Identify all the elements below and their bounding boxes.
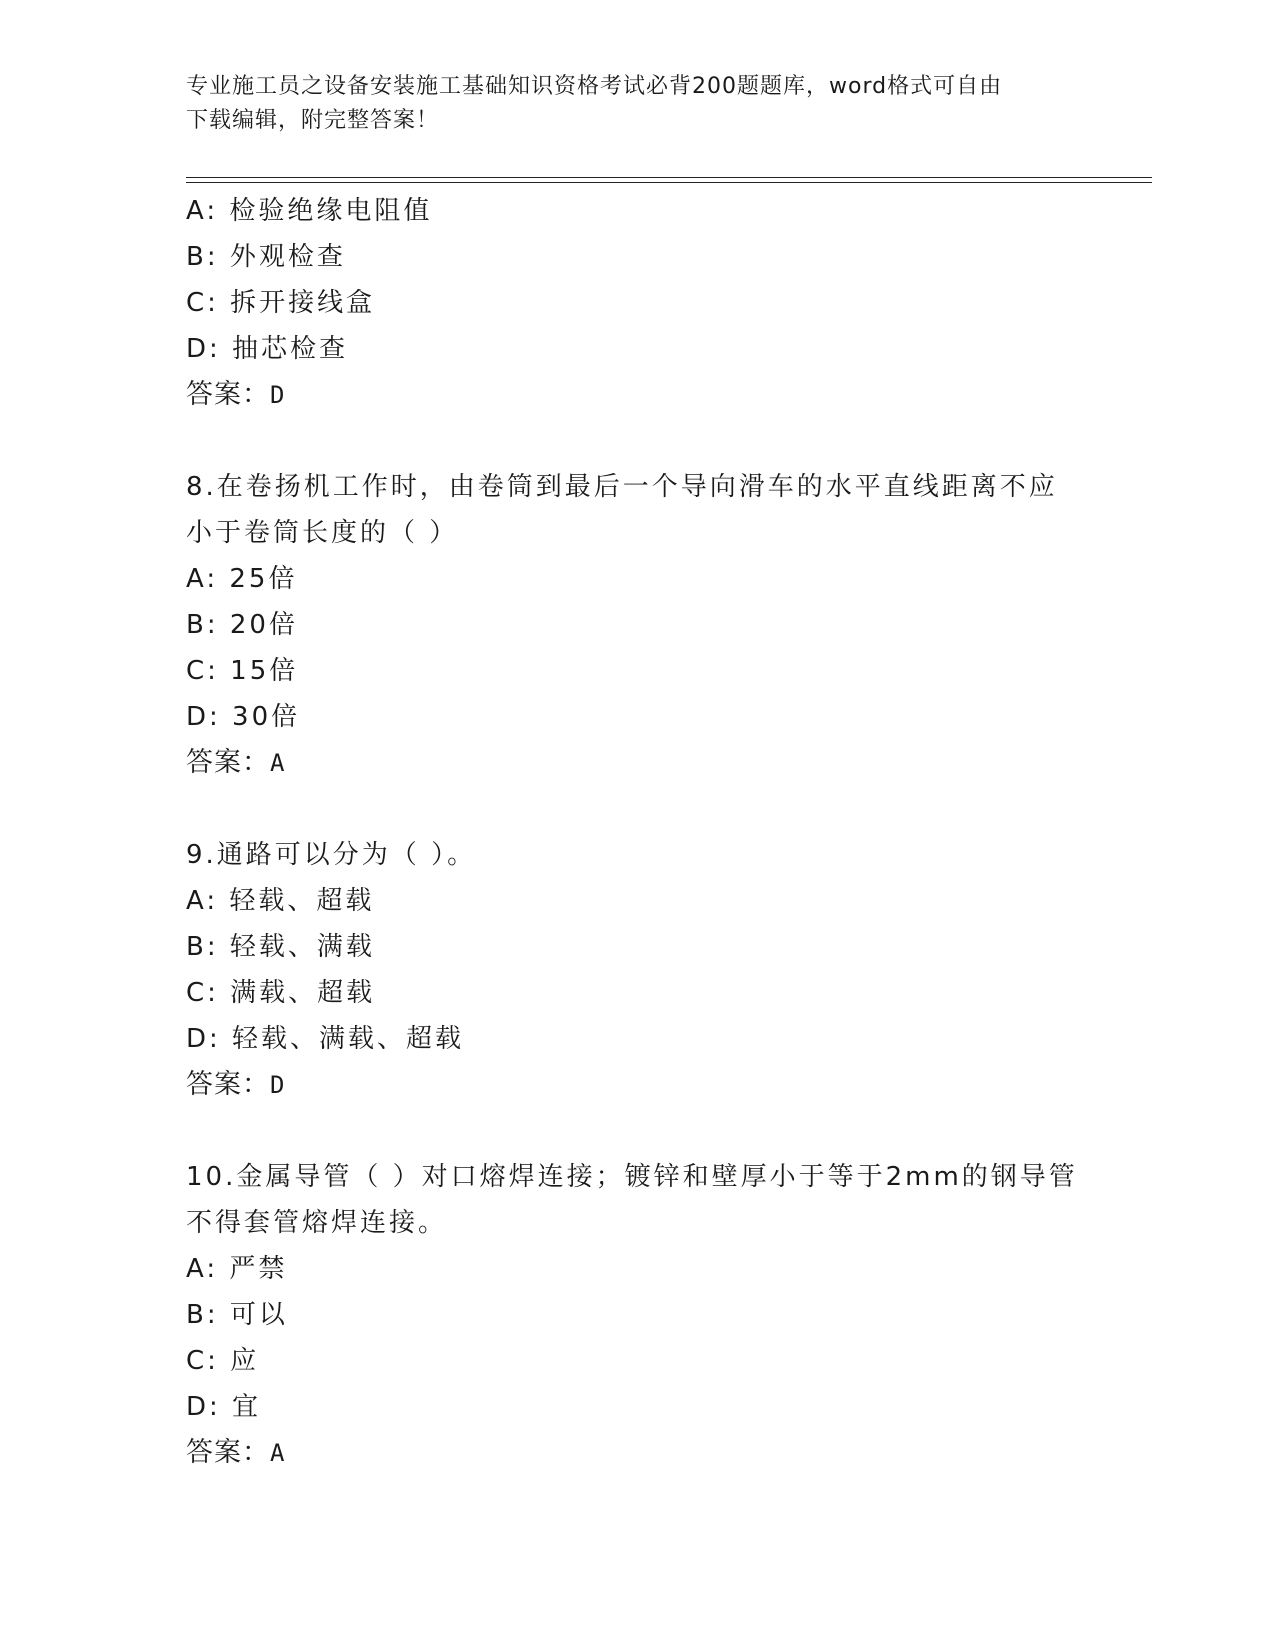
option-b: B: 外观检查 [186,242,346,272]
question-8 [186,464,1086,786]
option-a: A: 检验绝缘电阻值 [186,196,433,226]
question-stem-line-2: 不得套管熔焊连接。 [186,1208,448,1238]
option-d: D: 30倍 [186,702,301,732]
header-rule-bottom [186,182,1152,183]
option-a: A: 25倍 [186,564,298,594]
answer-label: 答案： [186,379,270,410]
answer [186,372,1086,418]
option-a: A: 严禁 [186,1254,288,1284]
question-stem-line-1: 8.在卷扬机工作时，由卷筒到最后一个导向滑车的水平直线距离不应 [186,472,1058,502]
option-d: D: 轻载、满载、超载 [186,1024,465,1054]
option-c: C: 15倍 [186,656,299,686]
answer-value: D [270,1071,286,1099]
answer-value: D [270,381,286,409]
question-9 [186,832,1086,1108]
question-stem-line-1: 10.金属导管（ ）对口熔焊连接；镀锌和壁厚小于等于2mm的钢导管 [186,1162,1078,1192]
spacer [186,786,1086,832]
question-stem-line-1: 9.通路可以分为（ ）。 [186,840,477,870]
question-7 [186,188,1086,418]
question-list [186,188,1086,1476]
header-rule-top [186,177,1152,178]
header-title-line-2: 下载编辑，附完整答案！ [186,108,440,133]
answer-value: A [270,749,286,777]
answer-label: 答案： [186,747,270,778]
answer [186,740,1086,786]
answer-label: 答案： [186,1437,270,1468]
option-d: D: 抽芯检查 [186,334,349,364]
option-c: C: 满载、超载 [186,978,376,1008]
answer [186,1062,1086,1108]
header-title-line-1: 专业施工员之设备安装施工基础知识资格考试必背200题题库，word格式可自由 [186,74,1003,99]
question-stem-line-2: 小于卷筒长度的（ ） [186,518,459,548]
page-header [186,70,1066,138]
spacer [186,1108,1086,1154]
option-b: B: 可以 [186,1300,288,1330]
answer-label: 答案： [186,1069,270,1100]
option-b: B: 20倍 [186,610,298,640]
option-c: C: 拆开接线盒 [186,288,376,318]
option-d: D: 宜 [186,1392,262,1422]
spacer [186,418,1086,464]
answer [186,1430,1086,1476]
question-10 [186,1154,1086,1476]
option-c: C: 应 [186,1346,260,1376]
answer-value: A [270,1439,286,1467]
option-a: A: 轻载、超载 [186,886,375,916]
option-b: B: 轻载、满载 [186,932,375,962]
